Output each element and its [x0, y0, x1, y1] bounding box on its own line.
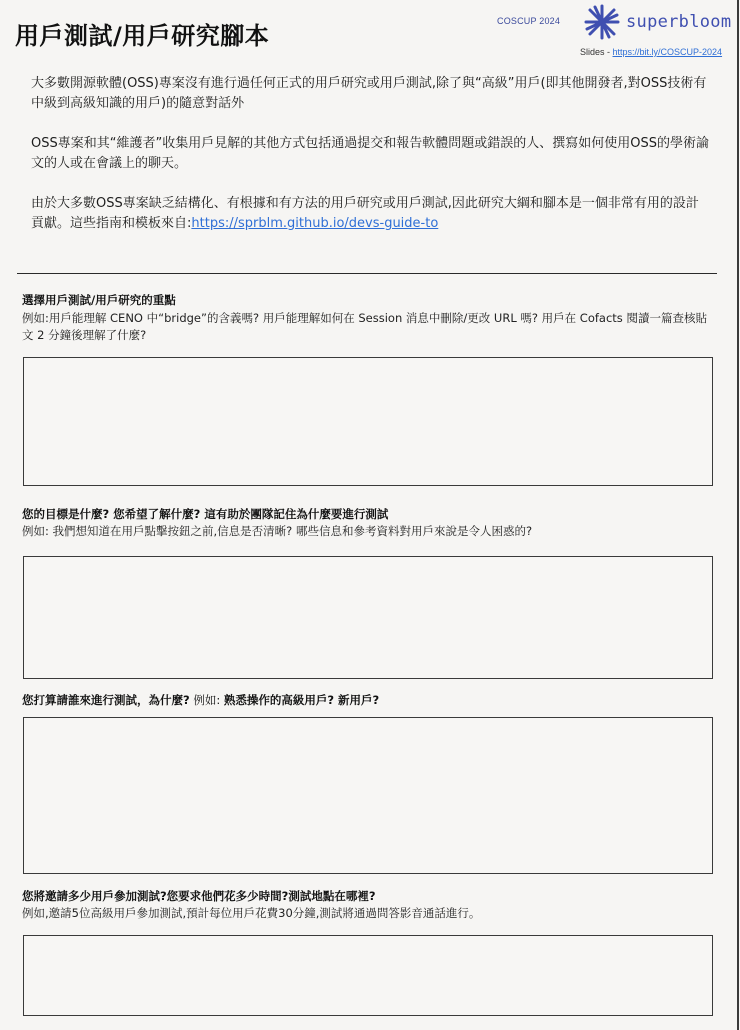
superbloom-logo [584, 4, 731, 40]
section-1-answer-box[interactable] [23, 357, 713, 486]
page-title: 用戶測試/用戶研究腳本 [15, 22, 270, 50]
event-label: COSCUP 2024 [497, 16, 561, 26]
section-4-description: 例如,邀請5位高級用戶參加測試,預計每位用戶花費30分鐘,測試將通過問答影音通話進行。 [22, 906, 481, 920]
devs-guide-link[interactable]: https://sprblm.github.io/devs-guide-to [191, 216, 439, 231]
page-right-border [737, 0, 739, 1030]
slides-link[interactable]: https://bit.ly/COSCUP-2024 [612, 47, 723, 57]
intro-paragraph-2: OSS專案和其“維護者”收集用戶見解的其他方式包括通過提交和報告軟體問題或錯誤的人、撰寫如何使用OSS的學術論文的人或在會議上的聊天。 [31, 136, 709, 171]
section-3-example-prefix: 例如: [189, 693, 224, 707]
section-4-heading: 您將邀請多少用戶參加測試?您要求他們花多少時間?測試地點在哪裡? [22, 889, 376, 903]
logo-wordmark: superbloom [626, 12, 732, 32]
star-burst-icon [584, 4, 620, 40]
intro-paragraph-3 [31, 194, 711, 234]
section-divider [17, 273, 717, 274]
section-4-answer-box[interactable] [23, 935, 713, 1016]
section-2-heading: 您的目標是什麼? 您希望了解什麼? 這有助於團隊記住為什麼要進行測試 [22, 507, 389, 521]
section-3-heading-text: 您打算請誰來進行測試，為什麼? [22, 693, 190, 707]
section-2-answer-box[interactable] [23, 556, 713, 679]
section-3-heading [22, 692, 379, 708]
intro-paragraph-1: 大多數開源軟體(OSS)專案沒有進行過任何正式的用戶研究或用戶測試,除了與“高級”用戶(即其他開發者,對OSS技術有中級到高級知識的用戶)的隨意對話外 [31, 76, 707, 111]
slides-prefix: Slides - [580, 47, 613, 57]
intro-paragraph-3-text: 由於大多數OSS專案缺乏結構化、有根據和有方法的用戶研究或用戶測試,因此研究大綱和腳本是一個非常有用的設計貢獻。這些指南和模板來自: [31, 196, 699, 231]
slides-line [580, 47, 722, 57]
section-2-description: 例如: 我們想知道在用戶點擊按鈕之前,信息是否清晰? 哪些信息和參考資料對用戶來說是令人困惑的? [22, 524, 533, 538]
section-3-answer-box[interactable] [23, 717, 713, 874]
section-1-description: 例如:用戶能理解 CENO 中“bridge”的含義嗎? 用戶能理解如何在 Session 消息中刪除/更改 URL 嗎? 用戶在 Cofacts 閱讀一篇查核貼文 2 分鐘後理解了什麼? [22, 311, 707, 342]
section-1-heading: 選擇用戶測試/用戶研究的重點 [22, 293, 176, 307]
section-3-example: 熟悉操作的高級用戶? 新用戶? [223, 693, 380, 707]
